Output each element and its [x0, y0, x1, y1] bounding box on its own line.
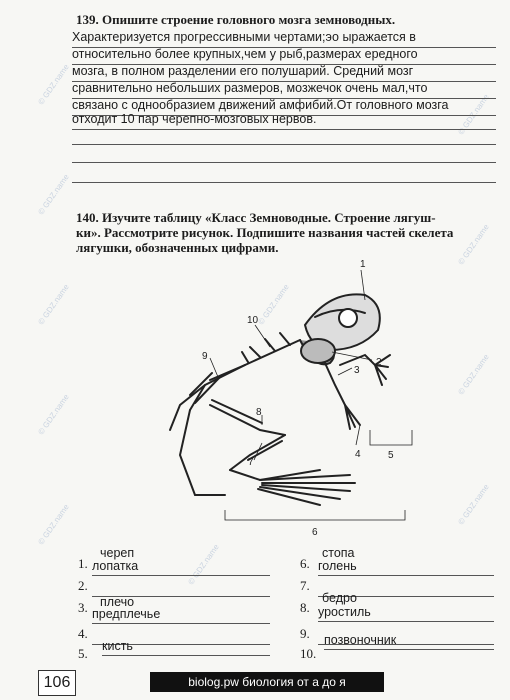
answer-line-1: Характеризуется прогрессивными чертами;эо ыражается в — [72, 30, 496, 48]
figure-label-6: 6 — [312, 527, 318, 538]
answer-line-5: связано с однообразием движений амфибий.От головного мозга — [72, 98, 496, 116]
figure-label-7: 7 — [248, 457, 254, 468]
answer-1-lower: лопатка — [92, 560, 270, 576]
watermark: © GDZ.name — [456, 352, 491, 397]
figure-label-2: 2 — [376, 357, 382, 368]
figure-label-5: 5 — [388, 450, 394, 461]
answer-number: 1. — [78, 556, 88, 571]
task-140-title-line-1: Изучите таблицу «Класс Земноводные. Строение лягуш- — [102, 210, 436, 225]
answer-3-upper: плечо — [100, 595, 135, 609]
watermark: © GDZ.name — [456, 222, 491, 267]
blank-line — [72, 162, 496, 163]
watermark: © GDZ.name — [456, 92, 491, 137]
watermark: © GDZ.name — [186, 542, 221, 587]
figure-label-4: 4 — [355, 449, 361, 460]
answer-number: 6. — [300, 556, 310, 571]
blank-line — [72, 144, 496, 145]
answer-number: 4. — [78, 626, 88, 641]
task-139-heading — [76, 12, 395, 27]
watermark: © GDZ.name — [36, 172, 71, 217]
task-140-number: 140. — [76, 210, 99, 225]
task-139-number: 139. — [76, 12, 99, 27]
answer-line-4: сравнительно небольших размеров, мозжечок очень мал,что — [72, 81, 496, 99]
answer-3-lower: предплечье — [92, 608, 270, 624]
task-139-title: Опишите строение головного мозга земноводных. — [102, 12, 396, 27]
task-140-title-line-3: лягушки, обозначенных цифрами. — [76, 240, 279, 255]
answer-6-lower: голень — [318, 560, 494, 576]
site-banner: biolog.pw биология от а до я — [150, 672, 384, 692]
watermark: © GDZ.name — [456, 482, 491, 527]
answer-number: 9. — [300, 626, 310, 641]
blank-line — [72, 182, 496, 183]
answer-6-upper: стопа — [322, 546, 355, 560]
watermark: © GDZ.name — [36, 282, 71, 327]
watermark: © GDZ.name — [36, 502, 71, 547]
page-number: 106 — [38, 670, 76, 696]
task-140-heading — [76, 210, 502, 255]
figure-label-1: 1 — [360, 259, 366, 270]
watermark: © GDZ.name — [36, 62, 71, 107]
answer-line-2: относительно более крупных,чем у рыб,размерах ередного — [72, 47, 496, 65]
answer-line-6: отходит 10 пар черепно-мозговых нервов. — [72, 112, 496, 130]
figure-label-10: 10 — [247, 315, 259, 326]
figure-label-3: 3 — [354, 365, 360, 376]
task-140-title-line-2: ки». Рассмотрите рисунок. Подпишите названия частей скелета — [76, 225, 454, 240]
watermark: © GDZ.name — [36, 392, 71, 437]
answer-8-lower: уростиль — [318, 606, 494, 622]
watermark: © GDZ.name — [256, 282, 291, 327]
figure-label-8: 8 — [256, 407, 262, 418]
frog-skeleton-figure — [150, 255, 430, 540]
answer-line-3: мозга, в полном разделении его полушарий. Средний мозг — [72, 64, 496, 82]
answer-number: 7. — [300, 578, 310, 593]
answer-5: кисть — [102, 640, 270, 656]
answer-number: 10. — [300, 646, 317, 661]
answer-number: 2. — [78, 578, 88, 593]
answer-10: позвоночник — [324, 634, 494, 650]
answer-1-upper: череп — [100, 546, 135, 560]
answer-number: 8. — [300, 600, 310, 615]
answer-number: 5. — [78, 646, 88, 661]
answer-number: 3. — [78, 600, 88, 615]
figure-label-9: 9 — [202, 351, 208, 362]
answer-8-upper: бедро — [322, 591, 357, 605]
